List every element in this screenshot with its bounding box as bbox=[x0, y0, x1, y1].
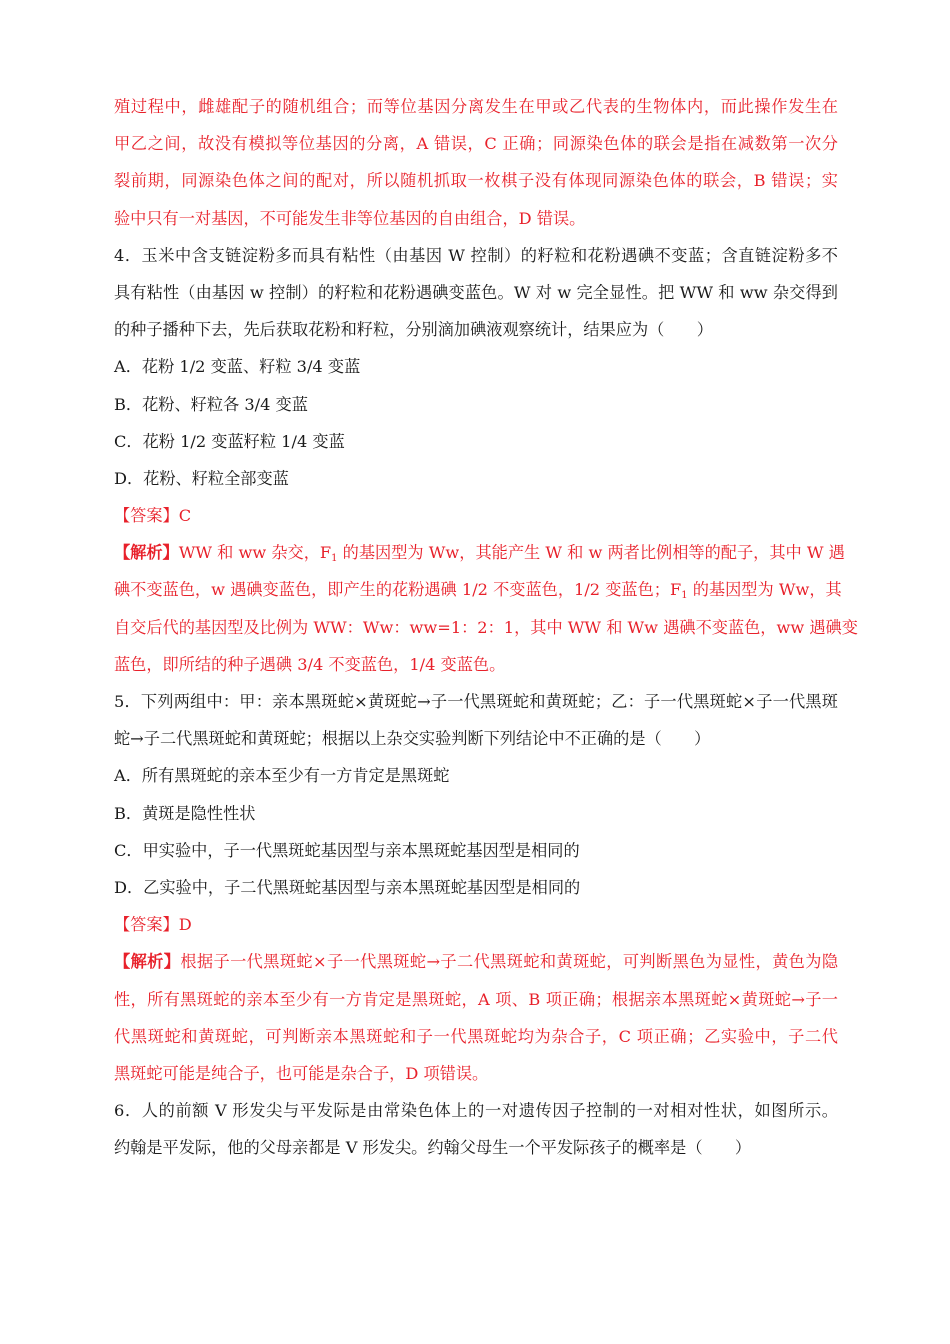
explanation bbox=[114, 943, 838, 1092]
explanation-line: 甲乙之间，故没有模拟等位基因的分离，A 错误，C 正确；同源染色体的联会是指在减数第一次分 bbox=[114, 134, 838, 154]
question-stem-line: 6．人的前额 V 形发尖与平发际是由常染色体上的一对遗传因子控制的一对相对性状，如图所示。 bbox=[114, 1101, 838, 1121]
option-b: B．花粉、籽粒各 3/4 变蓝 bbox=[114, 394, 308, 414]
explanation-line: 验中只有一对基因，不可能发生非等位基因的自由组合，D 错误。 bbox=[114, 208, 586, 228]
answer-line bbox=[114, 906, 838, 943]
answer-value: C bbox=[178, 506, 192, 526]
explanation-line: 碘不变蓝色，w 遇碘变蓝色，即产生的花粉遇碘 1/2 不变蓝色，1/2 变蓝色；$F_1$ 的基因型为 Ww，其 bbox=[114, 580, 842, 602]
option-c: C．花粉 1/2 变蓝籽粒 1/4 变蓝 bbox=[114, 431, 345, 451]
explanation bbox=[114, 534, 858, 683]
explanation-line: 裂前期，同源染色体之间的配对，所以随机抓取一枚棋子没有体现同源染色体的联会，B 错误；实 bbox=[114, 171, 838, 191]
option-a: A．所有黑斑蛇的亲本至少有一方肯定是黑斑蛇 bbox=[114, 766, 450, 786]
explanation-line: 殖过程中，雌雄配子的随机组合；而等位基因分离发生在甲或乙代表的生物体内，而此操作发生在 bbox=[114, 97, 838, 116]
question-5 bbox=[114, 683, 838, 1092]
document-page bbox=[114, 88, 858, 1166]
question-stem-line: 的种子播种下去，先后获取花粉和籽粒，分别滴加碘液观察统计，结果应为（ ） bbox=[114, 320, 713, 340]
explanation-line: 蓝色，即所结的种子遇碘 3/4 不变蓝色，1/4 变蓝色。 bbox=[114, 654, 506, 674]
explanation-label: 【解析】 bbox=[114, 952, 181, 972]
answer-value: D bbox=[178, 915, 192, 935]
question-4 bbox=[114, 237, 858, 683]
option-c: C．甲实验中，子一代黑斑蛇基因型与亲本黑斑蛇基因型是相同的 bbox=[114, 840, 580, 860]
explanation-label: 【解析】 bbox=[114, 543, 179, 563]
explanation-line: 自交后代的基因型及比例为 WW：Ww：ww=1：2：1，其中 WW 和 Ww 遇碘不变蓝色，ww 遇碘变 bbox=[114, 617, 858, 637]
question-stem-line: 5．下列两组中：甲：亲本黑斑蛇×黄斑蛇→子一代黑斑蛇和黄斑蛇；乙：子一代黑斑蛇×子一代黑斑 bbox=[114, 692, 838, 711]
prev-explanation bbox=[114, 88, 838, 237]
question-stem-line: 蛇→子二代黑斑蛇和黄斑蛇；根据以上杂交实验判断下列结论中不正确的是（ ） bbox=[114, 729, 711, 749]
answer-label: 【答案】 bbox=[114, 915, 179, 935]
answer-label: 【答案】 bbox=[114, 506, 179, 526]
question-6 bbox=[114, 1092, 838, 1166]
question-stem-line: 约翰是平发际，他的父母亲都是 V 形发尖。约翰父母生一个平发际孩子的概率是（ ） bbox=[114, 1138, 752, 1158]
answer-line bbox=[114, 497, 838, 534]
option-b: B．黄斑是隐性性状 bbox=[114, 803, 256, 823]
option-d: D．花粉、籽粒全部变蓝 bbox=[114, 468, 289, 488]
explanation-line: 性，所有黑斑蛇的亲本至少有一方肯定是黑斑蛇，A 项、B 项正确；根据亲本黑斑蛇×黄斑蛇→子一 bbox=[114, 989, 838, 1009]
explanation-line: 【解析】根据子一代黑斑蛇×子一代黑斑蛇→子二代黑斑蛇和黄斑蛇，可判断黑色为显性，黄色为隐 bbox=[114, 952, 839, 972]
explanation-line: 黑斑蛇可能是纯合子，也可能是杂合子，D 项错误。 bbox=[114, 1063, 489, 1083]
explanation-line: 【解析】WW 和 ww 杂交，$F_1$ 的基因型为 Ww，其能产生 W 和 w 两者比例相等的配子，其中 W 遇 bbox=[114, 543, 845, 565]
question-stem-line: 具有粘性（由基因 w 控制）的籽粒和花粉遇碘变蓝色。W 对 w 完全显性。把 WW 和 ww 杂交得到 bbox=[114, 282, 838, 302]
option-d: D．乙实验中，子二代黑斑蛇基因型与亲本黑斑蛇基因型是相同的 bbox=[114, 877, 581, 897]
explanation-line: 代黑斑蛇和黄斑蛇，可判断亲本黑斑蛇和子一代黑斑蛇均为杂合子，C 项正确；乙实验中，子二代 bbox=[114, 1026, 838, 1046]
option-a: A．花粉 1/2 变蓝、籽粒 3/4 变蓝 bbox=[114, 357, 361, 377]
question-stem-line: 4．玉米中含支链淀粉多而具有粘性（由基因 W 控制）的籽粒和花粉遇碘不变蓝；含直链淀粉多不 bbox=[114, 245, 838, 265]
